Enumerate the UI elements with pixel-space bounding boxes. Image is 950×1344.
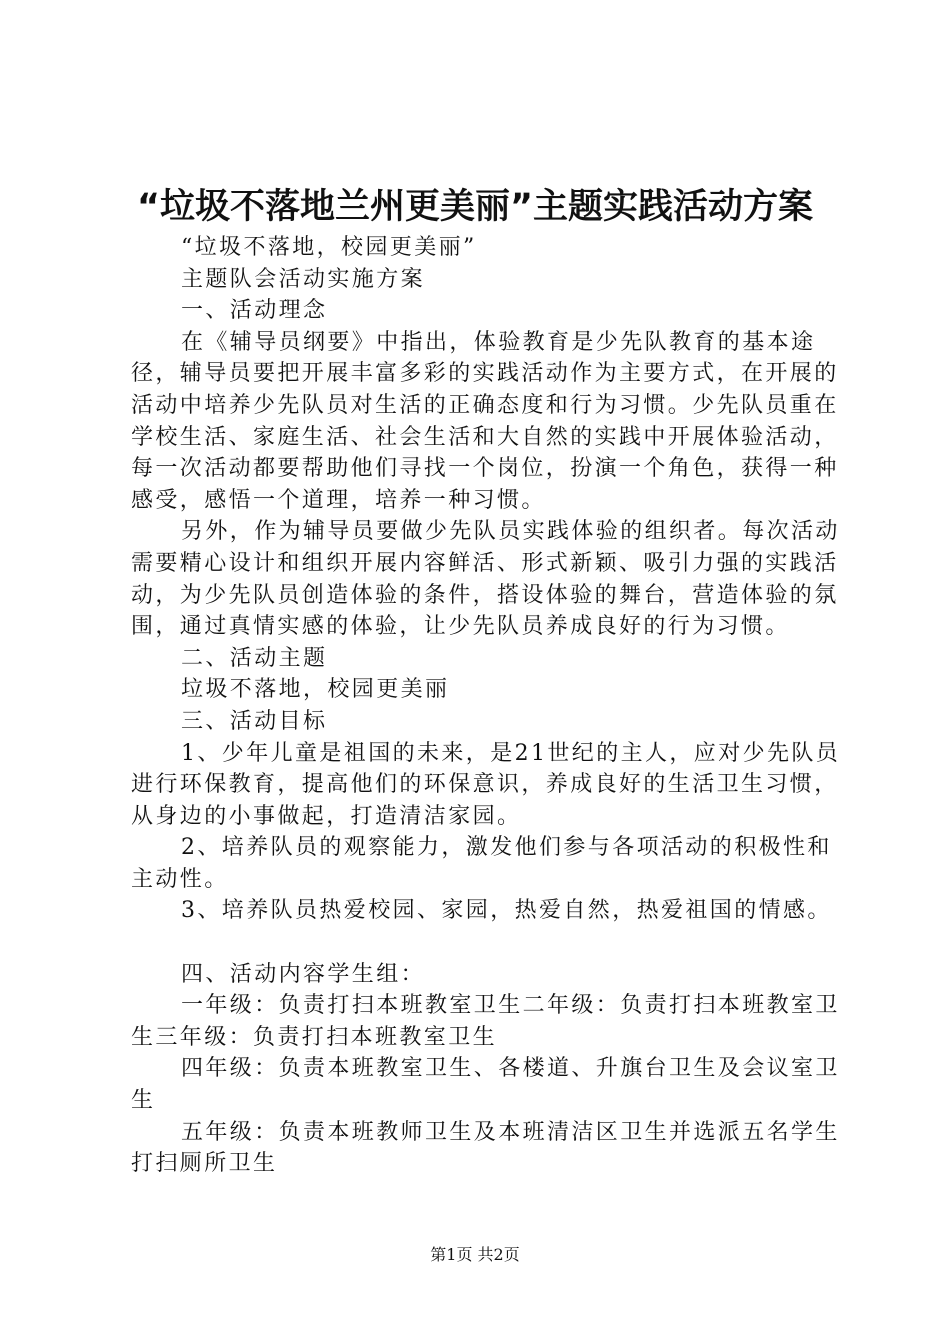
section-heading-goals: 三、活动目标 bbox=[181, 708, 328, 734]
document-title: “垃圾不落地兰州更美丽”主题实践活动方案 bbox=[136, 187, 813, 227]
section-heading-concept: 一、活动理念 bbox=[181, 298, 328, 324]
paragraph-grade-4: 四年级：负责本班教室卫生、各楼道、升旗台卫生及会议室卫生 bbox=[131, 1056, 840, 1114]
subtitle-slogan: “垃圾不落地，校园更美丽” bbox=[181, 235, 477, 260]
paragraph-goal-1: 1、少年儿童是祖国的未来，是21世纪的主人，应对少先队员进行环保教育，提高他们的环保意识，养成良好的生活卫生习惯，从身边的小事做起，打造清洁家园。 bbox=[131, 740, 841, 829]
document-body bbox=[131, 232, 841, 1180]
paragraph-grade-5: 五年级：负责本班教师卫生及本班清洁区卫生并选派五名学生打扫厕所卫生 bbox=[131, 1119, 840, 1177]
paragraph-concept-2: 另外，作为辅导员要做少先队员实践体验的组织者。每次活动需要精心设计和组织开展内容鲜活、形式新颖、吸引力强的实践活动，为少先队员创造体验的条件，搭设体验的舞台，营造体验的氛围，通过真情实感的体验，让少先队员养成良好的行为习惯。 bbox=[131, 519, 840, 640]
paragraph-goal-3: 3、培养队员热爱校园、家园，热爱自然，热爱祖国的情感。 bbox=[181, 898, 832, 924]
paragraph-grade-1-3: 一年级：负责打扫本班教室卫生二年级：负责打扫本班教室卫生三年级：负责打扫本班教室卫生 bbox=[131, 993, 840, 1050]
paragraph-concept-1: 在《辅导员纲要》中指出，体验教育是少先队教育的基本途径，辅导员要把开展丰富多彩的实践活动作为主要方式，在开展的活动中培养少先队员对生活的正确态度和行为习惯。少先队员重在学校生活、家庭生活、社会生活和大自然的实践中开展体验活动，每一次活动都要帮助他们寻找一个岗位，扮演一个角色，获得一种感受，感悟一个道理，培养一种习惯。 bbox=[131, 329, 839, 513]
blank-line bbox=[131, 927, 841, 959]
paragraph-goal-2: 2、培养队员的观察能力，激发他们参与各项活动的积极性和主动性。 bbox=[131, 835, 832, 892]
section-heading-content: 四、活动内容学生组： bbox=[181, 961, 426, 987]
page-footer: 第1页 共2页 bbox=[430, 1245, 520, 1264]
section-heading-theme: 二、活动主题 bbox=[181, 645, 328, 671]
subtitle-plan: 主题队会活动实施方案 bbox=[181, 266, 426, 292]
paragraph-theme: 垃圾不落地，校园更美丽 bbox=[181, 677, 450, 703]
